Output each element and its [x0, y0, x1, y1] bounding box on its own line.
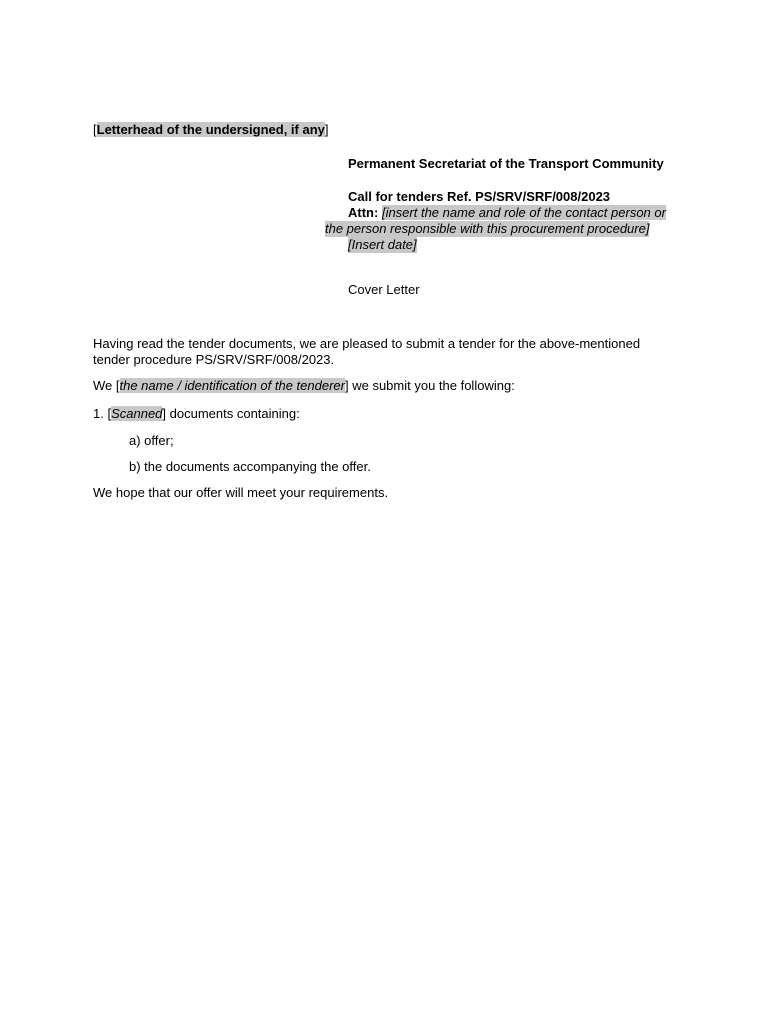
letterhead-text: Letterhead of the undersigned, if any — [96, 122, 325, 137]
sub-item-offer: a) offer; — [129, 433, 174, 448]
attn-placeholder-line1: [insert the name and role of the contact person or — [381, 205, 666, 220]
letterhead-placeholder — [93, 122, 329, 138]
call-reference: Call for tenders Ref. PS/SRV/SRF/008/2023 — [348, 189, 611, 204]
closing-paragraph: We hope that our offer will meet your requirements. — [93, 485, 389, 500]
intro-line2: tender procedure PS/SRV/SRF/008/2023. — [93, 352, 335, 367]
scanned-placeholder: Scanned — [111, 406, 163, 421]
tenderer-paragraph — [93, 378, 683, 394]
subject-line: Cover Letter — [348, 282, 420, 297]
letter-body — [93, 336, 683, 501]
list-item — [93, 406, 683, 422]
sub-item-documents: b) the documents accompanying the offer. — [129, 459, 371, 474]
tenderer-prefix: We [ — [93, 378, 120, 393]
tenderer-placeholder: the name / identification of the tenderer — [119, 378, 345, 393]
item-suffix: ] documents containing: — [162, 406, 300, 421]
date-placeholder: [Insert date] — [348, 237, 417, 252]
attn-line — [348, 205, 666, 221]
intro-paragraph — [93, 336, 683, 368]
bracket-open: [ — [93, 122, 97, 137]
attn-label: Attn: — [348, 205, 379, 220]
item-prefix: 1. [ — [93, 406, 112, 421]
attn-placeholder-line2: the person responsible with this procurement procedure] — [325, 221, 650, 236]
bracket-close: ] — [324, 122, 329, 137]
intro-line1: Having read the tender documents, we are pleased to submit a tender for the above-mentioned — [93, 336, 641, 351]
recipient-name: Permanent Secretariat of the Transport Community — [348, 156, 664, 171]
tenderer-suffix: ] we submit you the following: — [344, 378, 515, 393]
